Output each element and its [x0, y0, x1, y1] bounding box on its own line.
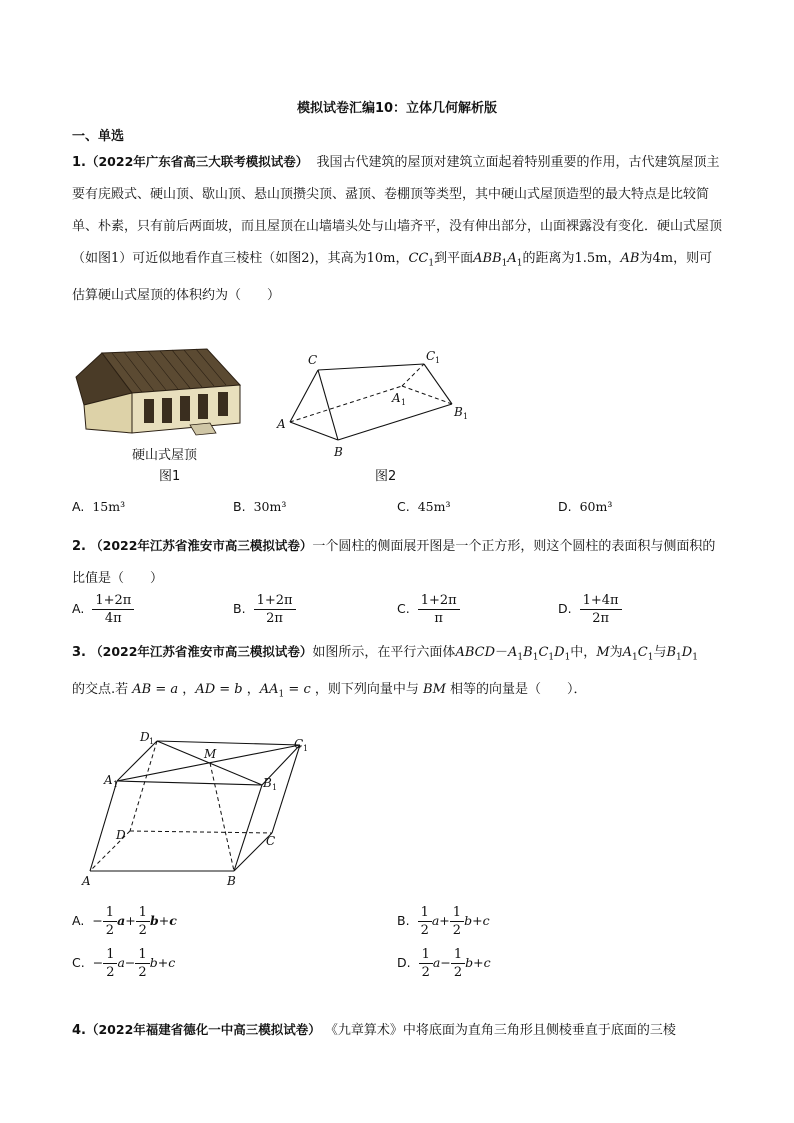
option-value: 45m³ [417, 499, 451, 514]
question-number: 4. [72, 1023, 86, 1038]
question-text: 的距离为1.5m， [522, 251, 621, 266]
figure-2-caption: 图2 [375, 469, 397, 484]
svg-text:A: A [392, 391, 401, 405]
option-d[interactable]: D. $\frac{1}{2}$ a− $\frac{1}{2}$ b+c [397, 947, 491, 980]
svg-text:1: 1 [303, 744, 309, 753]
fraction [418, 594, 460, 625]
question-text: ，则下列向量中与 [314, 681, 419, 697]
option-label: D. [558, 499, 572, 514]
svg-text:C: C [266, 834, 276, 848]
option-value: 60m³ [579, 499, 613, 514]
question-text: 为4m，则可估算硬山式屋顶的体积约为（ ） [72, 251, 713, 303]
question-text: 中， [570, 645, 597, 660]
svg-text:C: C [294, 737, 304, 751]
option-b[interactable] [233, 594, 296, 625]
denominator: π [434, 611, 443, 626]
question-source: （2022年广东省高三大联考模拟试卷） [85, 154, 309, 169]
question-text: 的交点.若 [72, 681, 129, 697]
svg-text:B: B [263, 776, 272, 790]
numerator: 1+4π [580, 594, 622, 610]
question-text: 相等的向量是（ ）． [450, 681, 587, 697]
option-label: A. [72, 601, 85, 616]
svg-text:1: 1 [435, 356, 441, 365]
question-text: 到平面 [434, 251, 474, 266]
document-title: 模拟试卷汇编10：立体几何解析版 [296, 101, 498, 116]
svg-text:A: A [277, 417, 286, 431]
svg-text:C: C [426, 349, 436, 363]
question-number: 1. [72, 155, 86, 170]
question-2 [72, 530, 724, 595]
question-text: 我国古代建筑的屋顶对建筑立面起着特别重要的作用，古代建筑屋顶主要有庑殿式、硬山顶、歇山顶、悬山顶攒尖顶、盝顶、卷棚顶等类型，其中硬山式屋顶造型的最大特点是比较简单、朴素，只有前后两面坡，而且屋顶在山墙墙头处与山墙齐平，没有伸出部分，山面裸露没有变化．硬山式屋顶（如图1）可近似地看作直三棱柱（如图2)，其高为10m， [72, 155, 723, 266]
question-source: （2022年江苏省淮安市高三模拟试卷） [90, 538, 313, 553]
option-c[interactable]: C. − $\frac{1}{2}$ a− $\frac{1}{2}$ b+c [72, 947, 176, 980]
svg-text:C: C [308, 353, 318, 367]
question-3: 3. （2022年江苏省淮安市高三模拟试卷）如图所示，在平行六面体$ABCD-A_1B_1C_1D_1$中，M为$A_1C_1$与$B_1D_1$ 的交点.若 AB = a ，AD = b ，$AA_1 = c$ ，则下列向量中与 BM 相等的向量是（ ）． [72, 644, 698, 700]
option-label: A. [72, 499, 85, 514]
question-text: 如图所示，在平行六面体 [312, 645, 456, 660]
svg-text:1: 1 [463, 412, 469, 421]
option-label: B. [233, 499, 246, 514]
math-plane: ABB [473, 251, 502, 266]
numerator: 1+2π [92, 594, 134, 610]
svg-text:B: B [334, 445, 343, 459]
svg-text:B: B [227, 874, 236, 888]
svg-text:1: 1 [272, 783, 278, 792]
question-source: （2022年福建省德化一中高三模拟试卷） [85, 1022, 321, 1037]
figure-1-caption: 图1 [159, 469, 181, 484]
option-value: 30m³ [253, 499, 287, 514]
option-label: A. [72, 913, 85, 928]
svg-text:A: A [104, 773, 113, 787]
numerator: 1+2π [418, 594, 460, 610]
question-4 [72, 1014, 724, 1047]
svg-text:D: D [140, 730, 150, 744]
option-label: D. [558, 601, 572, 616]
option-d[interactable] [558, 499, 612, 514]
question-text: 与 [653, 645, 667, 660]
option-b[interactable] [233, 499, 286, 514]
svg-text:A: A [82, 874, 91, 888]
building-illustration [72, 343, 252, 443]
denominator: 2π [266, 611, 283, 626]
option-a[interactable] [72, 594, 134, 625]
math-cc1: CC [408, 251, 429, 266]
question-source: （2022年江苏省淮安市高三模拟试卷） [90, 644, 313, 659]
option-label: D. [397, 955, 411, 970]
fraction [580, 594, 622, 625]
option-c[interactable] [397, 594, 460, 625]
question-number: 3. [72, 645, 86, 660]
denominator: 2π [592, 611, 610, 626]
option-a[interactable]: A. − $\frac{1}{2}$ a+ $\frac{1}{2}$ b+c [72, 905, 177, 938]
option-a[interactable] [72, 499, 125, 514]
question-1: 1.（2022年广东省高三大联考模拟试卷） 我国古代建筑的屋顶对建筑立面起着特别重要的作用，古代建筑屋顶主要有庑殿式、硬山顶、歇山顶、悬山顶攒尖顶、盝顶、卷棚顶等类型，其中硬山式屋顶造型的最大特点是比较简单、朴素，只有前后两面坡，而且屋顶在山墙墙头处与山墙齐平，没有伸出部分，山面裸露没有变化．硬山式屋顶（如图1）可近似地看作直三棱柱（如图2)，其高为10m，$CC_1$到平面$ABB_1A_1$的距离为1.5m，AB为4m，则可估算硬山式屋顶的体积约为（ ） [72, 154, 723, 303]
option-label: B. [397, 913, 410, 928]
denominator: 4π [104, 611, 122, 626]
svg-text:1: 1 [149, 737, 155, 746]
prism-figure [272, 344, 482, 464]
math-ab: AB [620, 251, 640, 266]
svg-text:M: M [204, 747, 217, 761]
option-label: C. [397, 601, 410, 616]
option-d[interactable] [558, 594, 622, 625]
svg-text:1: 1 [113, 780, 119, 789]
question-text: 为 [609, 645, 623, 660]
question-text: 《九章算术》中将底面为直角三角形且侧棱垂直于底面的三棱 [324, 1023, 676, 1038]
svg-text:B: B [454, 405, 463, 419]
figure-1-label: 硬山式屋顶 [132, 448, 198, 463]
option-label: C. [72, 955, 85, 970]
fraction [254, 594, 296, 625]
svg-text:1: 1 [401, 398, 407, 407]
option-c[interactable] [397, 499, 450, 514]
fraction [92, 594, 134, 625]
option-value: 15m³ [92, 499, 126, 514]
option-b[interactable]: B. $\frac{1}{2}$ a+ $\frac{1}{2}$ b+c [397, 905, 490, 938]
numerator: 1+2π [254, 594, 296, 610]
section-heading: 一、单选 [72, 129, 125, 144]
question-text: 一个圆柱的侧面展开图是一个正方形，则这个圆柱的表面积与侧面积的比值是（ ） [72, 539, 716, 586]
parallelepiped-figure [72, 728, 332, 893]
question-number: 2. [72, 539, 86, 554]
option-label: B. [233, 601, 246, 616]
option-label: C. [397, 499, 410, 514]
svg-text:D: D [116, 828, 126, 842]
